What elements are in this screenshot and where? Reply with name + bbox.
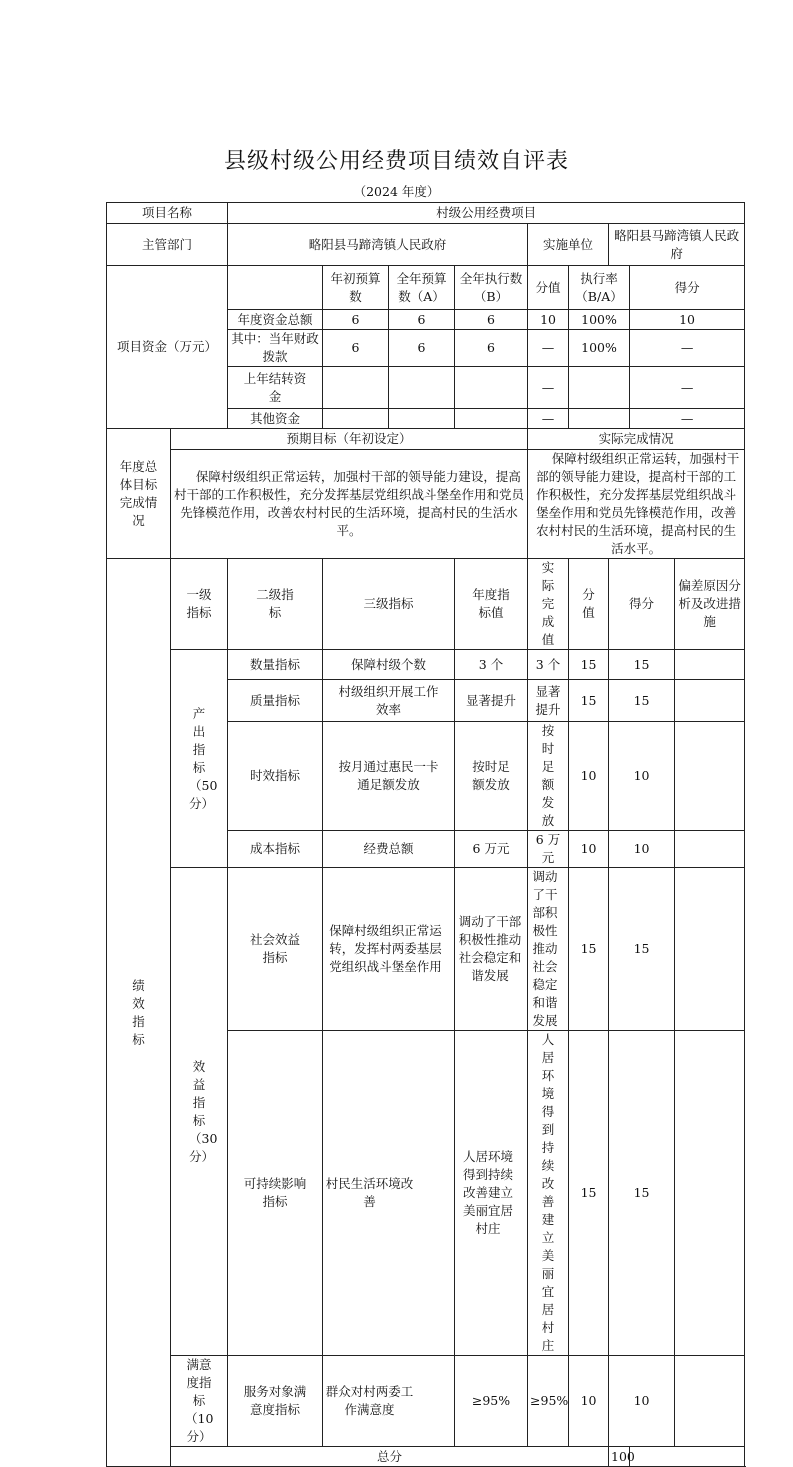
indicator-remark xyxy=(675,1356,745,1447)
goals-actual-text: 保障村级组织正常运转，加强村干部的领导能力建设，提高村干部的工作积极性，充分发挥基层党组织战斗堡垒作用和党员先锋模范作用，改善农村村民的生活环境，提高村民的生活水平。 xyxy=(528,450,745,559)
funds-row-annual: 6 xyxy=(389,310,455,330)
funds-header-exec: 全年执行数（B） xyxy=(455,266,528,310)
total-blank xyxy=(630,1447,745,1467)
indicator-level2: 数量指标 xyxy=(228,650,323,680)
indicator-target: 人居环境得到持续改善建立美丽宜居村庄 xyxy=(455,1031,528,1356)
funds-row-exec: 6 xyxy=(455,310,528,330)
total-value: 100 xyxy=(609,1447,630,1467)
indicator-score: 15 xyxy=(569,868,609,1031)
header-score: 分值 xyxy=(569,559,609,650)
project-name-label: 项目名称 xyxy=(107,203,228,224)
funds-header-rate: 执行率（B/A） xyxy=(569,266,630,310)
dept-label: 主管部门 xyxy=(107,224,228,266)
indicator-actual: 显著提升 xyxy=(528,680,569,722)
funds-row-annual xyxy=(389,409,455,429)
funds-row-score: — xyxy=(528,409,569,429)
indicator-level2: 可持续影响指标 xyxy=(228,1031,323,1356)
indicator-actual: 6 万元 xyxy=(528,831,569,868)
indicator-level3: 按月通过惠民一卡通足额发放 xyxy=(323,722,455,831)
dept-value: 略阳县马蹄湾镇人民政府 xyxy=(228,224,528,266)
funds-row-rate: 100% xyxy=(569,310,630,330)
funds-row-name: 其他资金 xyxy=(228,409,323,429)
indicator-level3: 经费总额 xyxy=(323,831,455,868)
header-got: 得分 xyxy=(609,559,675,650)
funds-row-exec xyxy=(455,367,528,409)
indicator-got: 15 xyxy=(609,868,675,1031)
page-title: 县级村级公用经费项目绩效自评表 xyxy=(223,149,569,174)
funds-row-annual: 6 xyxy=(389,330,455,367)
indicator-score: 10 xyxy=(569,722,609,831)
funds-row-name: 上年结转资金 xyxy=(228,367,323,409)
funds-header-got: 得分 xyxy=(630,266,745,310)
indicator-row xyxy=(107,868,745,1031)
indicator-level2: 服务对象满意度指标 xyxy=(228,1356,323,1447)
goals-planned-text: 保障村级组织正常运转，加强村干部的领导能力建设，提高村干部的工作积极性，充分发挥基层党组织战斗堡垒作用和党员先锋模范作用，改善农村村民的生活环境，提高村民的生活水平。 xyxy=(171,450,528,559)
indicator-got: 10 xyxy=(609,722,675,831)
funds-row-got: — xyxy=(630,409,745,429)
indicator-score: 15 xyxy=(569,650,609,680)
funds-row-score: 10 xyxy=(528,310,569,330)
evaluation-form xyxy=(106,202,745,1467)
header-level3: 三级指标 xyxy=(323,559,455,650)
header-level2: 二级指标 xyxy=(228,559,323,650)
header-actual: 实际完成值 xyxy=(528,559,569,650)
indicator-level3: 村民生活环境改善 xyxy=(323,1031,455,1356)
funds-row-rate: 100% xyxy=(569,330,630,367)
indicator-actual: 调动了干部积极性推动社会稳定和谐发展 xyxy=(528,868,569,1031)
funds-header-blank xyxy=(228,266,323,310)
indicator-actual: ≥95% xyxy=(528,1356,569,1447)
goals-label: 年度总体目标完成情况 xyxy=(107,429,171,559)
indicator-remark xyxy=(675,868,745,1031)
impl-unit-value: 略阳县马蹄湾镇人民政府 xyxy=(609,224,745,266)
year-subtitle: （2024 年度） xyxy=(353,184,440,199)
output-indicator-label: 产出指标（50分） xyxy=(171,650,228,868)
indicator-score: 10 xyxy=(569,1356,609,1447)
indicator-remark xyxy=(675,680,745,722)
indicator-target: 6 万元 xyxy=(455,831,528,868)
funds-row-initial xyxy=(323,409,389,429)
indicator-level3: 保障村级个数 xyxy=(323,650,455,680)
indicator-actual: 人居环境得到持续改善建立美丽宜居村庄 xyxy=(528,1031,569,1356)
funds-row-name: 年度资金总额 xyxy=(228,310,323,330)
total-label: 总分 xyxy=(171,1447,609,1467)
indicator-got: 10 xyxy=(609,1356,675,1447)
impl-unit-label: 实施单位 xyxy=(528,224,609,266)
indicator-actual: 按时足额发放 xyxy=(528,722,569,831)
indicator-level3: 群众对村两委工作满意度 xyxy=(323,1356,455,1447)
indicator-level2: 时效指标 xyxy=(228,722,323,831)
indicator-got: 15 xyxy=(609,650,675,680)
indicator-level3: 保障村级组织正常运转，发挥村两委基层党组织战斗堡垒作用 xyxy=(323,868,455,1031)
funds-row-got: — xyxy=(630,330,745,367)
header-remark: 偏差原因分析及改进措施 xyxy=(675,559,745,650)
funds-row-exec: 6 xyxy=(455,330,528,367)
project-name-value: 村级公用经费项目 xyxy=(228,203,745,224)
indicator-score: 15 xyxy=(569,680,609,722)
funds-row-score: — xyxy=(528,367,569,409)
indicator-row xyxy=(107,650,745,680)
goals-actual-header: 实际完成情况 xyxy=(528,429,745,450)
funds-row-initial: 6 xyxy=(323,310,389,330)
indicator-target: 3 个 xyxy=(455,650,528,680)
indicator-level2: 质量指标 xyxy=(228,680,323,722)
funds-row-initial xyxy=(323,367,389,409)
indicator-target: 显著提升 xyxy=(455,680,528,722)
indicator-row xyxy=(107,1356,745,1447)
funds-header-score: 分值 xyxy=(528,266,569,310)
funds-row-rate xyxy=(569,367,630,409)
funds-row-rate xyxy=(569,409,630,429)
indicator-target: 调动了干部积极性推动社会稳定和谐发展 xyxy=(455,868,528,1031)
indicator-target: ≥95% xyxy=(455,1356,528,1447)
indicator-score: 15 xyxy=(569,1031,609,1356)
funds-row-name: 其中：当年财政拨款 xyxy=(228,330,323,367)
funds-row-initial: 6 xyxy=(323,330,389,367)
funds-header-initial: 年初预算数 xyxy=(323,266,389,310)
benefit-indicator-label: 效益指标（30分） xyxy=(171,868,228,1356)
indicator-remark xyxy=(675,650,745,680)
indicator-level2: 社会效益指标 xyxy=(228,868,323,1031)
indicator-score: 10 xyxy=(569,831,609,868)
goals-planned-header: 预期目标（年初设定） xyxy=(171,429,528,450)
header-level1: 一级指标 xyxy=(171,559,228,650)
funds-label: 项目资金（万元） xyxy=(107,266,228,429)
indicator-got: 15 xyxy=(609,1031,675,1356)
indicator-remark xyxy=(675,722,745,831)
funds-row-got: — xyxy=(630,367,745,409)
satisfaction-indicator-label: 满意度指标（10分） xyxy=(171,1356,228,1447)
indicator-got: 10 xyxy=(609,831,675,868)
indicator-remark xyxy=(675,831,745,868)
header-target: 年度指标值 xyxy=(455,559,528,650)
indicator-level2: 成本指标 xyxy=(228,831,323,868)
indicator-level3: 村级组织开展工作效率 xyxy=(323,680,455,722)
funds-row-score: — xyxy=(528,330,569,367)
funds-row-got: 10 xyxy=(630,310,745,330)
funds-row-exec xyxy=(455,409,528,429)
funds-row-annual xyxy=(389,367,455,409)
indicator-actual: 3 个 xyxy=(528,650,569,680)
indicator-remark xyxy=(675,1031,745,1356)
indicators-label: 绩效指标 xyxy=(107,559,171,1467)
funds-header-annual: 全年预算数（A） xyxy=(389,266,455,310)
indicator-target: 按时足额发放 xyxy=(455,722,528,831)
indicator-got: 15 xyxy=(609,680,675,722)
